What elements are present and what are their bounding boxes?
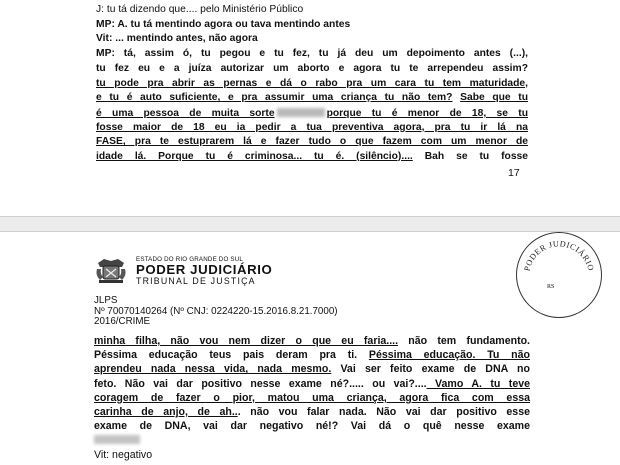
transcript-segment: feto. Não vai dar positivo nesse exame né?..... ou vai?.... <box>94 377 427 390</box>
transcript-segment: Bah se tu fosse <box>412 151 528 162</box>
transcript-line <box>96 123 528 133</box>
transcript-line <box>96 64 528 74</box>
court-stamp <box>516 232 602 318</box>
transcript-segment: carinha de anjo, de ah.. <box>94 406 238 418</box>
document-page-18 <box>0 231 620 465</box>
page-number: 17 <box>508 167 520 179</box>
stamp-state: RS <box>547 284 555 290</box>
coat-of-arms-icon <box>94 255 128 285</box>
transcript-segment: não tem fundamento. <box>398 335 531 347</box>
transcript-segment: tu pode pra abrir as pernas e dá o rabo pra um cara tu tem maturidade, <box>96 77 528 89</box>
transcript-segment: porque tu é menor de 18, se tu <box>326 107 528 119</box>
transcript-line <box>94 335 530 347</box>
transcript-line <box>94 363 530 375</box>
case-metadata-line: JLPS <box>94 295 118 306</box>
transcript-segment: Vit: negativo <box>94 448 153 461</box>
transcript-line <box>94 449 152 461</box>
redacted-name <box>277 108 325 117</box>
transcript-line <box>94 434 140 446</box>
transcript-line <box>94 392 530 404</box>
document-page-17 <box>0 0 620 217</box>
court-subtitle: TRIBUNAL DE JUSTIÇA <box>136 276 256 286</box>
transcript-line <box>94 349 530 361</box>
transcript-segment: MP: tá, assim ó, tu pegou e tu fez, tu já deu um depoimento antes (...), <box>96 48 528 60</box>
transcript-line <box>96 20 350 30</box>
transcript-segment: Vamo A. tu teve <box>426 377 530 390</box>
page-gap <box>0 217 620 231</box>
transcript-line <box>96 93 528 103</box>
transcript-line <box>96 108 528 119</box>
transcript-segment: coragem de fazer o pior, matou uma criança, agora fica com essa <box>94 391 530 404</box>
case-metadata-line: 2016/CRIME <box>94 316 151 327</box>
transcript-segment: Péssima educação teus pais deram pra ti. <box>94 349 369 362</box>
transcript-segment: aprendeu nada nessa vida, nada mesmo. <box>94 363 332 376</box>
transcript-segment <box>452 92 460 103</box>
transcript-line <box>94 406 530 418</box>
transcript-line <box>94 378 530 390</box>
transcript-line <box>96 137 528 147</box>
transcript-segment: J: tu tá dizendo que.... pelo Ministério Público <box>96 4 304 15</box>
court-name: PODER JUDICIÁRIO <box>136 262 273 277</box>
transcript-segment: MP: A. tu tá mentindo agora ou tava mentindo antes <box>96 18 351 30</box>
transcript-segment: FASE, pra te estuprarem lá e fazer tudo o que fazem com um menor de <box>96 136 528 148</box>
transcript-segment: . não vou falar nada. Não vai dar positivo esse <box>237 406 530 418</box>
case-metadata-line: Nº 70070140264 (Nº CNJ: 0224220-15.2016.8.21.7000) <box>94 305 338 317</box>
transcript-segment: fosse maior de 18 eu ia pedir a tua preventiva agora, pra tu ir lá na <box>96 121 528 133</box>
transcript-line <box>96 152 528 162</box>
transcript-line <box>94 420 530 432</box>
transcript-segment: exame de DNA, vai dar negativo né!? Vai dá o quê nesse exame <box>94 420 530 433</box>
transcript-segment: Vai ser feito exame de DNA no <box>331 363 530 376</box>
transcript-segment: Sabe que tu <box>460 92 528 104</box>
transcript-segment: tu fez eu e a juíza autorizar um aborto e agora tu te arrependeu assim? <box>96 62 528 74</box>
transcript-line <box>96 34 258 44</box>
transcript-segment: minha filha, não vou nem dizer o que eu faria.... <box>94 335 399 347</box>
transcript-line <box>96 49 528 59</box>
redacted-name <box>94 435 140 444</box>
transcript-segment: Péssima educação. Tu não <box>368 349 530 362</box>
transcript-line <box>96 5 303 15</box>
transcript-segment: é uma pessoa de muita sorte <box>96 107 275 119</box>
transcript-segment: e tu é auto suficiente, e pra assumir uma criança tu não tem? <box>96 92 453 104</box>
transcript-segment: idade lá. Porque tu é criminosa... tu é. (silêncio).... <box>96 151 413 162</box>
transcript-segment: Vit: ... mentindo antes, não agora <box>96 33 258 45</box>
transcript-line <box>96 79 528 89</box>
svg-text:PODER JUDICIÁRIO <box>522 239 595 272</box>
state-label: ESTADO DO RIO GRANDE DO SUL <box>136 256 244 263</box>
stamp-text: PODER JUDICIÁRIO <box>521 238 596 272</box>
